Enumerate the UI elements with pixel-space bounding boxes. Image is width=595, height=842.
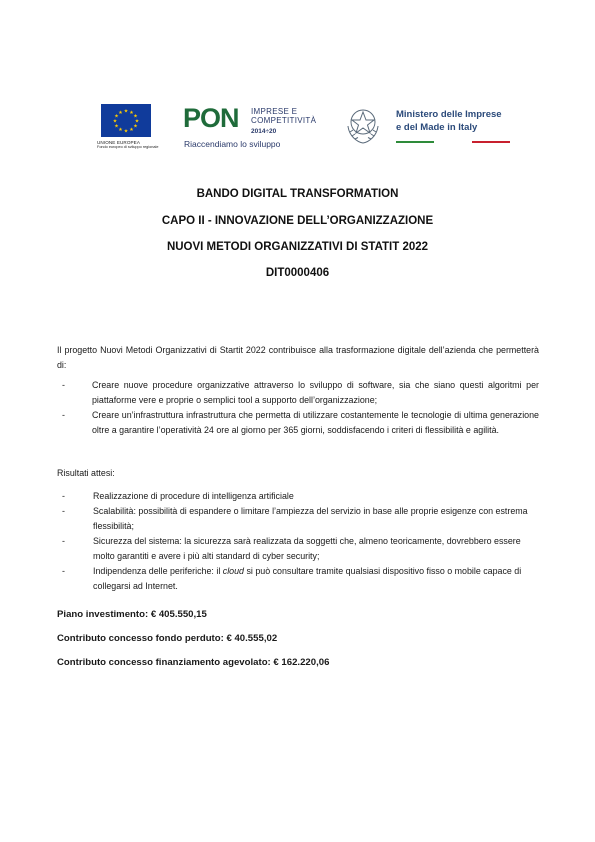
list-item — [57, 408, 539, 438]
pon-program-line1: IMPRESE E — [251, 107, 298, 116]
ministry-logo — [343, 100, 523, 155]
eu-fund-label: Fondo europeo di sviluppo regionale — [97, 145, 159, 149]
list-item — [57, 504, 539, 534]
grant-amount: Contributo concesso fondo perduto: € 40.555,02 — [57, 633, 278, 644]
flag-green-stripe — [396, 141, 434, 143]
list-item-text — [93, 566, 521, 591]
pon-program — [251, 107, 316, 125]
eu-logo — [97, 104, 167, 150]
heading-project: NUOVI METODI ORGANIZZATIVI DI STATIT 2022 — [166, 241, 429, 253]
heading-bando: BANDO DIGITAL TRANSFORMATION — [196, 188, 399, 200]
investment-amount: Piano investimento: € 405.550,15 — [57, 609, 207, 620]
svg-text:★: ★ — [118, 127, 123, 133]
svg-text:★: ★ — [123, 108, 129, 115]
list-item — [57, 378, 539, 408]
list-item-text: Scalabilità: possibilità di espandere o limitare l’ampiezza del servizio in base alle proprie esigenze con estrema flessibilità; — [93, 506, 528, 531]
intro-paragraph: Il progetto Nuovi Metodi Organizzativi di Startit 2022 contribuisce alla trasformazione digitale dell’azienda che permetterà di: — [57, 345, 539, 370]
eu-flag-icon — [101, 104, 151, 137]
bullet-dash: - — [62, 506, 65, 516]
list-item-text-part: Indipendenza delle periferiche: il — [93, 566, 223, 576]
flag-red-stripe — [472, 141, 510, 143]
svg-text:★: ★ — [129, 110, 134, 116]
list-item-text: Creare nuove procedure organizzative attraverso lo sviluppo di software, sia che siano questi algoritmi per piattaforme vere e proprie o semplici tool a supporto dell’organizzazione; — [92, 380, 539, 405]
bullet-dash: - — [62, 410, 65, 420]
results-bullet-list — [57, 489, 539, 594]
svg-text:★: ★ — [114, 123, 119, 130]
ministry-name — [396, 108, 502, 134]
list-item — [57, 534, 539, 564]
pon-logo — [183, 104, 333, 154]
list-item — [57, 489, 539, 504]
loan-amount: Contributo concesso finanziamento agevolato: € 162.220,06 — [57, 657, 330, 668]
svg-text:★: ★ — [118, 110, 123, 116]
pon-years: 2014÷20 — [251, 128, 277, 135]
cloud-emphasis: cloud — [222, 566, 244, 576]
intro-bullet-list — [57, 378, 539, 438]
bullet-dash: - — [62, 566, 65, 576]
eu-label: UNIONE EUROPEA — [97, 140, 141, 145]
bullet-dash: - — [62, 491, 65, 501]
italian-emblem-icon — [343, 102, 383, 146]
svg-text:★: ★ — [112, 118, 118, 125]
logo-header — [0, 100, 595, 160]
ministry-line1: Ministero delle Imprese — [396, 109, 502, 120]
pon-tagline: Riaccendiamo lo sviluppo — [184, 139, 281, 149]
svg-text:★: ★ — [134, 118, 140, 125]
svg-text:★: ★ — [114, 113, 119, 120]
list-item-text-part: si può consultare tramite qualsiasi dispositivo fisso o mobile capace di collegarsi ad Internet. — [93, 566, 522, 591]
list-item-text: Sicurezza del sistema: la sicurezza sarà realizzata da soggetti che, almeno teoricamente, dovrebbero essere molto garantiti e avere i più alti standard di cyber security; — [93, 536, 521, 561]
bullet-dash: - — [62, 380, 65, 390]
svg-text:★: ★ — [133, 123, 138, 130]
svg-text:★: ★ — [123, 128, 129, 135]
list-item-text: Creare un’infrastruttura infrastruttura che permetta di utilizzare costantemente le tecnologie di ultima generazione oltre a garantire l’operatività 24 ore al giorno per 365 giorni, soddisfacendo i criteri di flessibilità e agilità. — [92, 410, 539, 435]
pon-program-line2: COMPETITIVITÀ — [251, 116, 317, 125]
heading-code: DIT0000406 — [265, 267, 330, 279]
heading-capo: CAPO II - INNOVAZIONE DELL’ORGANIZZAZIONE — [161, 215, 434, 227]
ministry-line2: e del Made in Italy — [396, 122, 478, 133]
bullet-dash: - — [62, 536, 65, 546]
list-item-text: Realizzazione di procedure di intelligenza artificiale — [93, 491, 294, 501]
pon-wordmark: PON — [183, 103, 239, 133]
svg-text:★: ★ — [129, 127, 134, 133]
results-label: Risultati attesi: — [57, 468, 115, 478]
list-item — [57, 564, 539, 594]
svg-text:★: ★ — [133, 113, 138, 120]
